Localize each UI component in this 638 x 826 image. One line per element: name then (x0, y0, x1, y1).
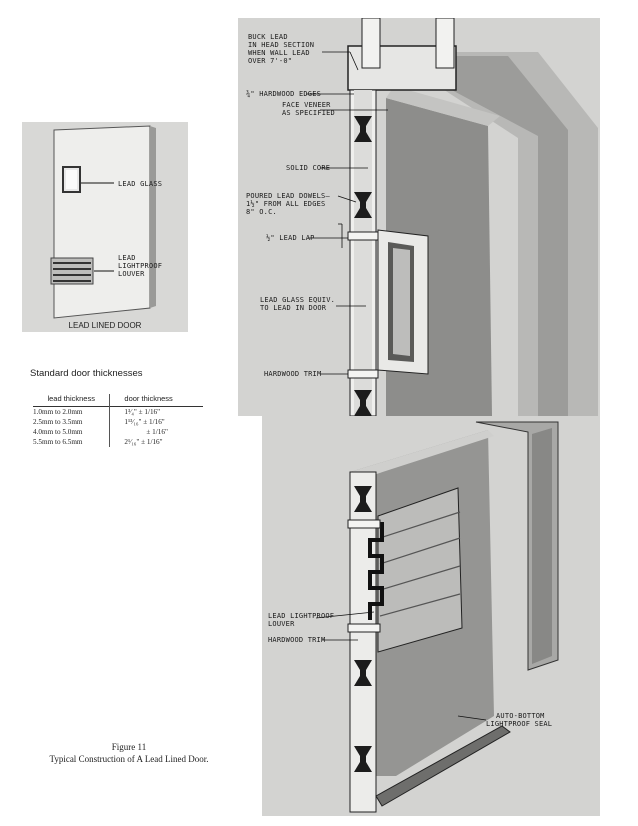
column-header: lead thickness (47, 394, 95, 403)
table-cell: 2¹⁄₁₆" ± 1/16" (110, 437, 203, 447)
door-photo-caption: LEAD LINED DOOR (68, 321, 142, 330)
label-lead-glass-equiv-2: TO LEAD IN DOOR (260, 304, 327, 312)
label-lead-lap: ½" LEAD LAP (266, 234, 315, 242)
table-cell: 1.0mm to 2.0mm (33, 408, 83, 416)
label-solid-core: SOLID CORE (286, 164, 331, 172)
table-row (33, 427, 203, 437)
bottom-section-diagram (262, 416, 600, 816)
table-cell: 4.0mm to 5.0mm (33, 428, 83, 436)
label-buck-lead-1: BUCK LEAD (248, 33, 288, 41)
table-cell: 1³⁄₄" ± 1/16" (110, 407, 203, 418)
label-buck-lead-3: WHEN WALL LEAD (248, 49, 310, 57)
label-buck-lead-2: IN HEAD SECTION (248, 41, 315, 49)
label-louver-bottom-2: LOUVER (268, 620, 295, 628)
table-row (33, 407, 203, 418)
figure-number: Figure 11 (111, 742, 147, 752)
top-section-diagram (238, 18, 600, 416)
label-hardwood-edges: ¾" HARDWOOD EDGES (246, 90, 322, 98)
table-row (33, 417, 203, 427)
label-auto-bottom-1: AUTO-BOTTOM (496, 712, 545, 720)
label-hardwood-trim-bottom: HARDWOOD TRIM (268, 636, 326, 644)
door-photo (22, 122, 188, 332)
label-louver-bottom-1: LEAD LIGHTPROOF (268, 612, 335, 620)
label-lead-glass-equiv-1: LEAD GLASS EQUIV. (260, 296, 336, 304)
label-lead-glass: LEAD GLASS (118, 180, 163, 188)
table-row (33, 437, 203, 447)
label-face-veneer-2: AS SPECIFIED (282, 109, 335, 117)
table-cell: ± 1/16" (110, 427, 203, 437)
label-louver-line2: LIGHTPROOF (118, 262, 163, 270)
door-illustration (22, 122, 188, 332)
label-dowels-3: 8" O.C. (246, 208, 277, 216)
table-cell: 5.5mm to 6.5mm (33, 438, 83, 446)
label-hardwood-trim-top: HARDWOOD TRIM (264, 370, 322, 378)
table-cell: 2.5mm to 3.5mm (33, 418, 83, 426)
column-header: door thickness (110, 394, 203, 407)
figure-caption: Typical Construction of A Lead Lined Door. (49, 754, 209, 764)
label-buck-lead-4: OVER 7'-0" (248, 57, 293, 65)
label-dowels-1: POURED LEAD DOWELS— (246, 192, 330, 200)
label-louver-line3: LOUVER (118, 270, 145, 278)
table-cell: 1¹³⁄₁₆" ± 1/16" (110, 417, 203, 427)
label-louver-line1: LEAD (118, 254, 136, 262)
door-frame-section-top (238, 18, 600, 416)
label-face-veneer-1: FACE VENEER (282, 101, 331, 109)
label-dowels-2: 1½" FROM ALL EDGES (246, 200, 326, 208)
thickness-table (33, 394, 203, 447)
label-auto-bottom-2: LIGHTPROOF SEAL (486, 720, 553, 728)
table-title: Standard door thicknesses (30, 368, 143, 379)
